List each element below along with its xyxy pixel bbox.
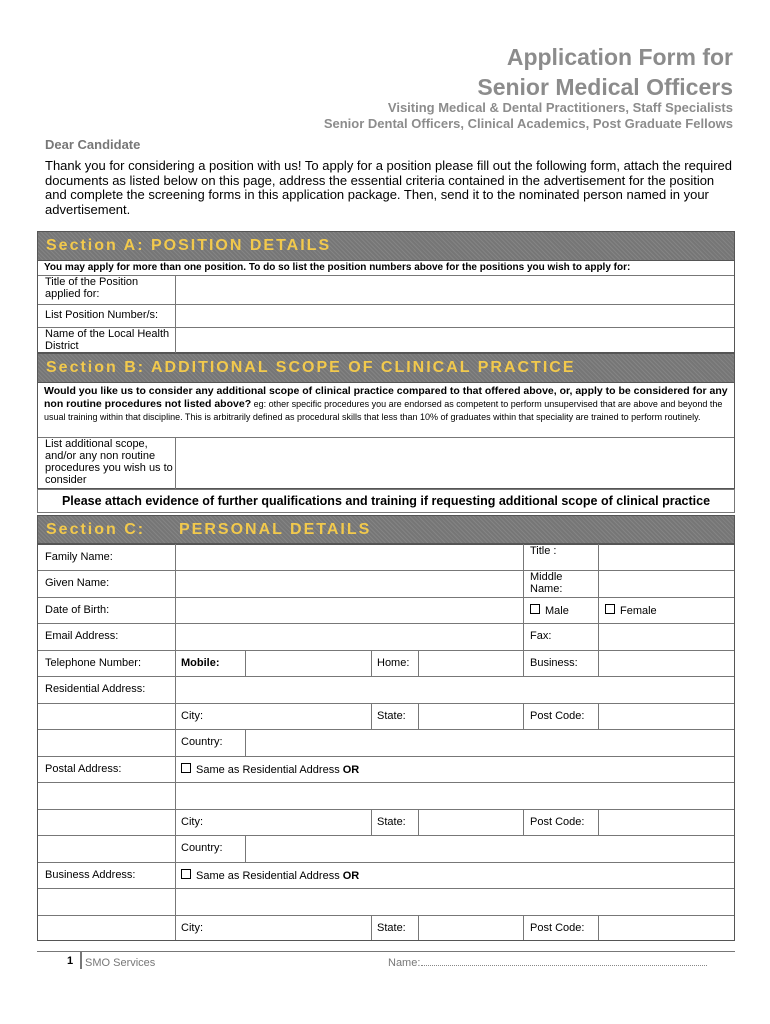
page-number: 1 [67, 955, 74, 967]
business-address-input[interactable] [38, 889, 734, 915]
section-b-header [37, 353, 735, 383]
residential-postcode-label: Post Code: [530, 710, 585, 722]
attach-evidence-note: Please attach evidence of further qualifications and training if requesting additional scope of clinical practice [37, 489, 735, 513]
business-address-label: Business Address: [45, 869, 136, 881]
postal-country-label: Country: [181, 842, 223, 854]
greeting: Dear Candidate [45, 137, 141, 152]
postal-city-label: City: [181, 816, 203, 828]
residential-country-label: Country: [181, 736, 223, 748]
home-label: Home: [377, 657, 410, 669]
section-a-note: You may apply for more than one position. To do so list the position numbers above for the positions you wish to apply for: [44, 262, 631, 273]
form-subtitle-line1: Visiting Medical & Dental Practitioners, Staff Specialists [387, 100, 733, 115]
business-same-as-checkbox[interactable] [181, 869, 191, 879]
residential-city-label: City: [181, 710, 203, 722]
business-phone-label: Business: [530, 657, 578, 669]
health-district-input[interactable] [176, 328, 733, 353]
business-city-label: City: [181, 922, 203, 934]
position-title-input[interactable] [176, 276, 733, 304]
business-same-as-option[interactable]: Same as Residential Address OR [181, 869, 359, 882]
footer-service: SMO Services [85, 957, 156, 969]
postal-address-input[interactable] [38, 783, 734, 809]
postal-country-input[interactable] [246, 836, 733, 862]
footer-rule [37, 951, 735, 952]
mobile-input[interactable] [246, 651, 371, 676]
health-district-label: Name of the Local Health District [45, 328, 170, 352]
given-name-input[interactable] [176, 571, 522, 597]
title-input[interactable] [599, 545, 733, 570]
email-label: Email Address: [45, 630, 119, 642]
family-name-label: Family Name: [45, 551, 113, 563]
date-of-birth-label: Date of Birth: [45, 604, 110, 616]
family-name-input[interactable] [176, 545, 522, 570]
postal-postcode-label: Post Code: [530, 816, 585, 828]
section-c-title-right: PERSONAL DETAILS [179, 521, 372, 538]
postal-same-as-checkbox[interactable] [181, 763, 191, 773]
telephone-label: Telephone Number: [45, 657, 142, 669]
footer-divider [80, 952, 82, 969]
position-numbers-input[interactable] [176, 305, 733, 327]
middle-name-label: Middle Name: [530, 571, 563, 595]
title-label: Title : [530, 545, 557, 557]
email-input[interactable] [176, 624, 522, 650]
middle-name-input[interactable] [599, 571, 733, 597]
residential-address-input[interactable] [176, 677, 733, 703]
fax-label: Fax: [530, 630, 552, 642]
personal-details-table [37, 543, 735, 941]
footer-name-line[interactable] [421, 965, 707, 966]
form-title-line1: Application Form for [506, 44, 733, 70]
section-b-title: Section B: ADDITIONAL SCOPE OF CLINICAL PRACTICE [46, 359, 576, 376]
intro-paragraph: Thank you for considering a position with us! To apply for a position please fill out the following form, attach the required documents as listed below on this page, address the essential criteria contained in the advertisement for the position and complete the screening forms in this application package. Then, send it to the nominated person named in your advertisement. [45, 158, 732, 217]
residential-state-label: State: [377, 710, 406, 722]
male-option[interactable]: Male [530, 604, 569, 617]
section-b-question: Would you like us to consider any additional scope of clinical practice compared to that offered above, or, apply to be considered for any non routine procedures not listed above? eg: other specific procedures you are endorsed as competent to perform unsupervised that are above and beyond the usual training within that discipline. This is arbitrarily defined as procedural skills that less than 10% of graduates within that speciality are trained to perform routinely. [44, 385, 728, 422]
form-subtitle-line2: Senior Dental Officers, Clinical Academics, Post Graduate Fellows [323, 116, 733, 131]
additional-scope-input[interactable] [176, 438, 733, 489]
female-checkbox[interactable] [605, 604, 615, 614]
home-phone-input[interactable] [419, 651, 523, 676]
postal-state-label: State: [377, 816, 406, 828]
business-state-label: State: [377, 922, 406, 934]
postal-address-label: Postal Address: [45, 763, 122, 775]
fax-input[interactable] [599, 624, 733, 650]
section-a-header [37, 231, 735, 261]
residential-address-label: Residential Address: [45, 683, 146, 695]
additional-scope-label: List additional scope, and/or any non routine procedures you wish us to consider [45, 438, 173, 486]
given-name-label: Given Name: [45, 577, 110, 589]
residential-address-line2-input[interactable] [38, 704, 175, 729]
section-c-header [37, 515, 735, 545]
section-c-title-left: Section C: [46, 521, 146, 538]
female-option[interactable]: Female [605, 604, 657, 617]
mobile-label: Mobile: [181, 657, 220, 669]
form-title-line2: Senior Medical Officers [477, 74, 733, 100]
business-postcode-label: Post Code: [530, 922, 585, 934]
section-a-title: Section A: POSITION DETAILS [46, 237, 332, 254]
position-numbers-label: List Position Number/s: [45, 309, 159, 321]
male-checkbox[interactable] [530, 604, 540, 614]
residential-country-input[interactable] [246, 730, 733, 756]
position-title-label: Title of the Position applied for: [45, 276, 139, 300]
footer-name-label: Name: [388, 957, 421, 969]
date-of-birth-input[interactable] [176, 598, 522, 623]
postal-same-as-option[interactable]: Same as Residential Address OR [181, 763, 359, 776]
business-phone-input[interactable] [599, 651, 733, 676]
